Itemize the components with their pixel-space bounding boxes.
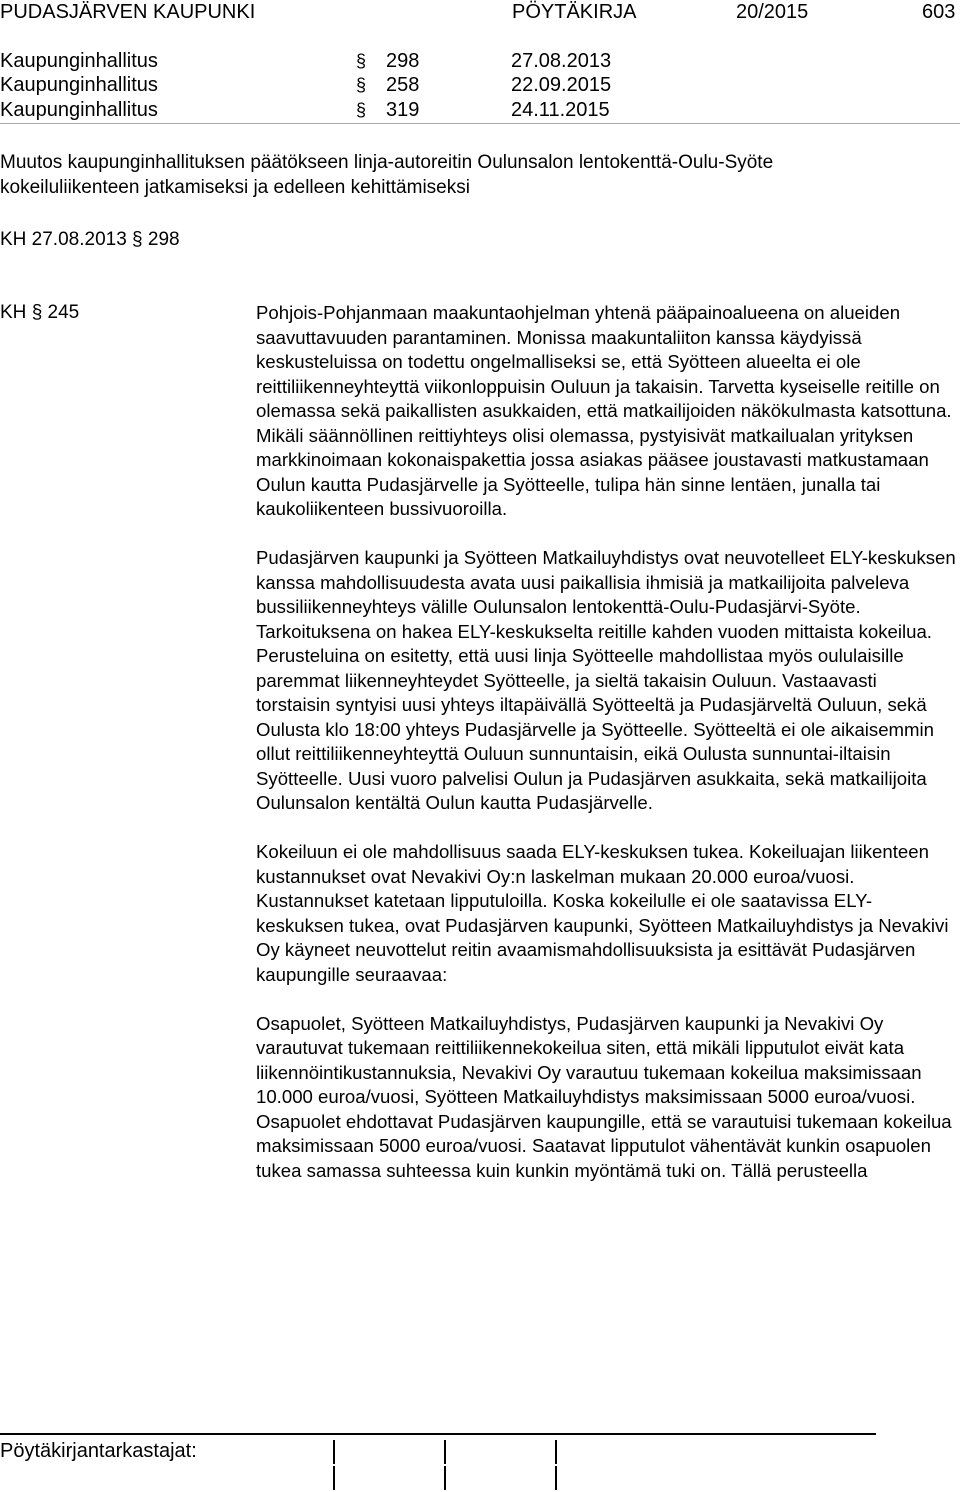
header-doc-type: PÖYTÄKIRJA bbox=[512, 1, 637, 23]
history-body: Kaupunginhallitus bbox=[0, 50, 158, 72]
item-ref-number: 245 bbox=[47, 302, 80, 323]
item-ref bbox=[0, 301, 79, 325]
signature-field[interactable] bbox=[333, 1466, 335, 1490]
history-number: 258 bbox=[386, 74, 420, 96]
item-title: Muutos kaupunginhallituksen päätökseen linja-autoreitin Oulunsalon lentokenttä-Oulu-Syöte kokeiluliikenteen jatkamiseksi ja edelleen kehittämiseksi bbox=[0, 152, 774, 198]
history-date: 24.11.2015 bbox=[511, 99, 610, 121]
signature-field[interactable] bbox=[555, 1466, 557, 1490]
meeting-ref-number: 298 bbox=[147, 229, 180, 250]
section-mark: § bbox=[31, 302, 43, 323]
signature-field[interactable] bbox=[333, 1440, 335, 1464]
paragraph: Pohjois-Pohjanmaan maakuntaohjelman yhtenä pääpainoalueena on alueiden saavuttavuuden parantaminen. Monissa maakuntaliiton kanssa käydyissä keskusteluissa on todettu ongelmalliseksi se, että Syötteen alueelta ei ole reittiliikenneyhteyttä viikonloppuisin Ouluun ja takaisin. Tarvetta kyseiselle reitille on olemassa sekä paikallisten asukkaiden, että matkailijoiden näkökulmasta katsottuna. Mikäli säännöllinen reittiyhteys olisi olemassa, pystyisivät matkailualan yrityksen markkinoimaan kokonaispakettia jossa asiakas pääsee joustavasti matkustamaan Oulun kautta Pudasjärvelle ja Syötteelle, tulipa hän sinne lentäen, junalla tai kaukoliikenteen bussivuoroilla. bbox=[256, 302, 952, 519]
section-mark: § bbox=[356, 51, 367, 71]
section-mark: § bbox=[356, 100, 367, 120]
paragraph: Pudasjärven kaupunki ja Syötteen Matkailuyhdistys ovat neuvotelleet ELY-keskuksen kanssa mahdollisuudesta avata uusi paikallisia ihmisiä ja matkailijoita palveleva bussiliikenneyhteys välille Oulunsalon lentokenttä-Oulu-Pudasjärvi-Syöte. Tarkoituksena on hakea ELY-keskukselta reitille kahden vuoden mittaista kokeilua. Perusteluina on esitetty, että uusi linja Syötteelle mahdollistaa myös oululaisille paremmat liikenneyhteydet Syötteelle, ja sieltä takaisin Ouluun. Vastaavasti torstaisin syntyisi uusi yhteys iltapäivällä Syötteeltä ja Pudasjärveltä Ouluun, sekä Oulusta klo 18:00 yhteys Pudasjärvelle ja Syötteelle. Syötteeltä ei ole aikaisemmin ollut reittiliikenneyhteyttä Ouluun sunnuntaisin, eikä Oulusta sunnuntai-iltaisin Syötteelle. Uusi vuoro palvelisi Oulun ja Pudasjärven asukkaita, sekä matkailijoita Oulunsalon kentältä Oulun kautta Pudasjärvelle. bbox=[256, 547, 956, 813]
header-org: PUDASJÄRVEN KAUPUNKI bbox=[0, 1, 256, 23]
body-text bbox=[256, 301, 956, 1183]
history-number: 298 bbox=[386, 50, 420, 72]
footer-label: Pöytäkirjantarkastajat: bbox=[0, 1440, 197, 1462]
history-date: 27.08.2013 bbox=[511, 50, 612, 72]
paragraph: Osapuolet, Syötteen Matkailuyhdistys, Pudasjärven kaupunki ja Nevakivi Oy varautuvat tukemaan reittiliikennekokeilua siten, että mikäli lipputulot eivät kata liikennöintikustannuksia, Nevakivi Oy varautuu tukemaan kokeilua maksimissaan 10.000 euroa/vuosi, Syötteen Matkailuyhdistys maksimissaan 5000 euroa/vuosi. Osapuolet ehdottavat Pudasjärven kaupungille, että se varautuisi tukemaan kokeilua maksimissaan 5000 euroa/vuosi. Saatavat lipputulot vähentävät kunkin osapuolen tukea samassa suhteessa kuin kunkin myöntämä tuki on. Tällä perusteella bbox=[256, 1012, 952, 1181]
header-divider bbox=[0, 123, 960, 124]
history-date: 22.09.2015 bbox=[511, 74, 612, 96]
history-row bbox=[0, 49, 612, 73]
item-ref-prefix: KH bbox=[0, 302, 27, 323]
section-mark: § bbox=[356, 75, 367, 95]
history-row bbox=[0, 98, 610, 122]
meeting-ref bbox=[0, 228, 180, 252]
header-doc-number: 20/2015 bbox=[736, 1, 809, 23]
signature-field[interactable] bbox=[555, 1440, 557, 1464]
signature-field[interactable] bbox=[444, 1440, 446, 1464]
signature-field[interactable] bbox=[444, 1466, 446, 1490]
header-page-number: 603 bbox=[922, 1, 956, 23]
history-row bbox=[0, 73, 612, 97]
history-number: 319 bbox=[386, 99, 420, 121]
history-body: Kaupunginhallitus bbox=[0, 99, 158, 121]
paragraph: Kokeiluun ei ole mahdollisuus saada ELY-keskuksen tukea. Kokeiluajan liikenteen kustannukset ovat Nevakivi Oy:n laskelman mukaan 20.000 euroa/vuosi. Kustannukset katetaan lipputuloilla. Koska kokeilulle ei ole saatavissa ELY-keskuksen tukea, ovat Pudasjärven kaupunki, Syötteen Matkailuyhdistys ja Nevakivi Oy käyneet neuvottelut reitin avaamismahdollisuuksista ja esittävät Pudasjärven kaupungille seuraavaa: bbox=[256, 841, 949, 985]
meeting-ref-prefix: KH 27.08.2013 bbox=[0, 229, 127, 250]
section-mark: § bbox=[132, 229, 143, 250]
footer-divider bbox=[0, 1433, 876, 1435]
history-body: Kaupunginhallitus bbox=[0, 74, 158, 96]
